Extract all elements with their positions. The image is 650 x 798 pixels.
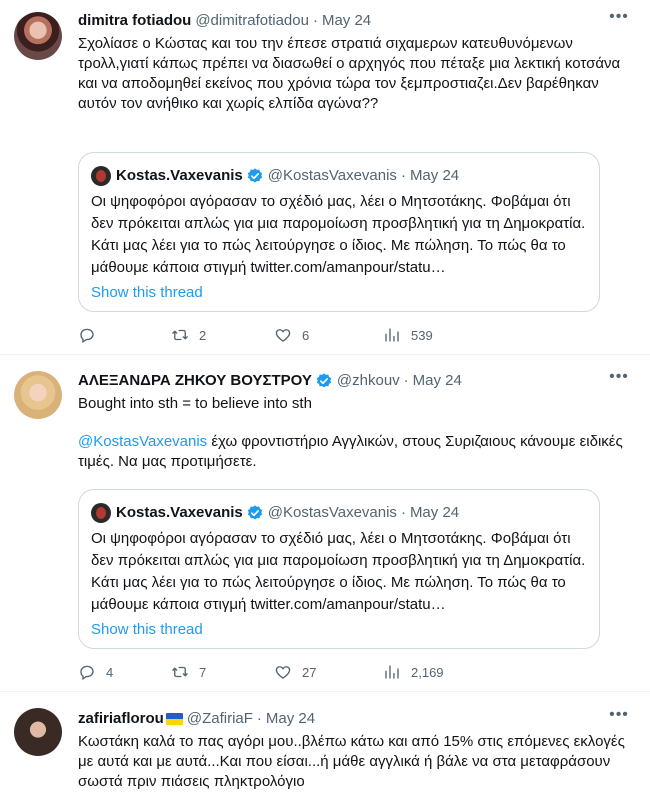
quoted-text: Οι ψηφοφόροι αγόρασαν το σχέδιό μας, λέει ο Μητσοτάκης. Φοβάμαι ότι δεν πρόκειται απλώς για μια παρομοίωση προσβλητική για τη Δημοκρατία. Κάτι μας λέει για το πώς λειτούργησε ο ίδιος. Με πώληση. Το πώς θα το μάθουμε κάποια στιγμή twitter.com/amanpour/statu… xyxy=(91,530,586,613)
separator-dot: · xyxy=(400,504,406,521)
separator-dot: · xyxy=(400,167,406,184)
views-button[interactable] xyxy=(383,662,444,682)
reply-button[interactable] xyxy=(78,325,106,345)
quoted-text: Οι ψηφοφόροι αγόρασαν το σχέδιό μας, λέει ο Μητσοτάκης. Φοβάμαι ότι δεν πρόκειται απλώς για μια παρομοίωση προσβλητική για τη Δημοκρατία. Κάτι μας λέει για το πώς λειτούργησε ο ίδιος. Με πώληση. Το πώς θα το μάθουμε κάποια στιγμή twitter.com/amanpour/statu… xyxy=(91,193,586,276)
author-handle[interactable]: @dimitrafotiadou xyxy=(195,12,309,29)
reply-icon xyxy=(78,326,96,344)
author-name[interactable]: dimitra fotiadou xyxy=(78,12,192,29)
retweet-icon xyxy=(171,663,189,681)
tweet-text: Κωστάκη καλά το πας αγόρι μου..βλέπω κάτω και από 15% στις επόμενες εκλογές με αυτά και με αυτά...Και που είσαι...ή μάθε αγγλικά ή βάλε να στα μεταφράσουν σωστά πριν πιάσεις πληκτρολόγιο xyxy=(78,733,629,790)
views-icon xyxy=(383,326,401,344)
quoted-author-handle: @KostasVaxevanis xyxy=(267,504,397,521)
like-button[interactable] xyxy=(274,662,316,682)
tweet[interactable] xyxy=(0,692,650,798)
tweet[interactable] xyxy=(0,0,650,355)
author-handle[interactable]: @zhkouv xyxy=(336,372,400,389)
author-handle[interactable]: @ZafiriaF xyxy=(186,710,253,727)
tweet-text-continued: έχω φροντιστήριο Αγγλικών, στους Συριζαιους κάνουμε ειδικές τιμές. Να μας προτιμήσετε. xyxy=(78,433,627,470)
retweet-count: 7 xyxy=(199,664,207,680)
quoted-date: May 24 xyxy=(409,504,460,521)
heart-icon xyxy=(274,663,292,681)
mention-link[interactable]: @KostasVaxevanis xyxy=(78,433,208,450)
more-icon[interactable]: ••• xyxy=(609,8,629,25)
quoted-tweet[interactable] xyxy=(78,152,600,312)
separator-dot: · xyxy=(312,12,318,29)
author-name[interactable]: zafiriaflorou xyxy=(78,710,164,727)
views-button[interactable] xyxy=(383,325,433,345)
retweet-button[interactable] xyxy=(171,325,206,345)
tweet-text: Bought into sth = to believe into sth xyxy=(78,395,312,412)
heart-icon xyxy=(274,326,292,344)
like-count: 27 xyxy=(302,664,317,680)
retweet-button[interactable] xyxy=(171,662,206,682)
avatar[interactable] xyxy=(14,12,62,60)
more-icon[interactable]: ••• xyxy=(609,706,629,723)
show-thread-link[interactable]: Show this thread xyxy=(91,284,203,301)
like-count: 6 xyxy=(302,327,310,343)
more-icon[interactable]: ••• xyxy=(609,368,629,385)
views-icon xyxy=(383,663,401,681)
reply-icon xyxy=(78,663,96,681)
views-count: 2,169 xyxy=(411,664,444,680)
tweet-date[interactable]: May 24 xyxy=(265,710,316,727)
tweet-text: Σχολίασε ο Κώστας και του την έπεσε στρατιά σιχαμερων κατευθυνόμενων τρολλ,γιατί κάπως πρέπει να διασωθεί ο αρχηγός που πέταξε μια λεκτική κοτσάνα και να αποδομηθεί εκείνος που χρόνια τώρα τον ξεμπροστιαζει.Δεν βαρέθηκαν αυτόν τον ανήθικο και χωρίς ελπίδα αγώνα?? xyxy=(78,35,625,112)
quoted-avatar xyxy=(91,503,111,523)
quoted-tweet[interactable] xyxy=(78,489,600,649)
tweet-date[interactable]: May 24 xyxy=(412,372,462,389)
quoted-date: May 24 xyxy=(409,167,460,184)
retweet-count: 2 xyxy=(199,327,207,343)
quoted-author-name: Kostas.Vaxevanis xyxy=(116,167,243,184)
tweet-text-reply xyxy=(78,432,630,472)
reply-count: 4 xyxy=(106,664,114,680)
show-thread-link[interactable]: Show this thread xyxy=(91,621,203,638)
tweet[interactable] xyxy=(0,355,650,692)
separator-dot: · xyxy=(256,710,262,727)
views-count: 539 xyxy=(411,327,433,343)
quoted-author-name: Kostas.Vaxevanis xyxy=(116,504,243,521)
verified-badge-icon xyxy=(246,167,264,185)
ukraine-flag-icon xyxy=(166,713,183,725)
author-name[interactable]: ΑΛΕΞΑΝΔΡΑ ΖΗΚΟΥ ΒΟΥΣΤΡΟΥ xyxy=(78,372,312,389)
retweet-icon xyxy=(171,326,189,344)
verified-badge-icon xyxy=(246,504,264,522)
verified-badge-icon xyxy=(315,372,333,390)
reply-button[interactable] xyxy=(78,662,113,682)
avatar[interactable] xyxy=(14,371,62,419)
quoted-avatar xyxy=(91,166,111,186)
avatar[interactable] xyxy=(14,708,62,756)
like-button[interactable] xyxy=(274,325,309,345)
tweet-date[interactable]: May 24 xyxy=(321,12,372,29)
quoted-author-handle: @KostasVaxevanis xyxy=(267,167,397,184)
separator-dot: · xyxy=(403,372,409,389)
